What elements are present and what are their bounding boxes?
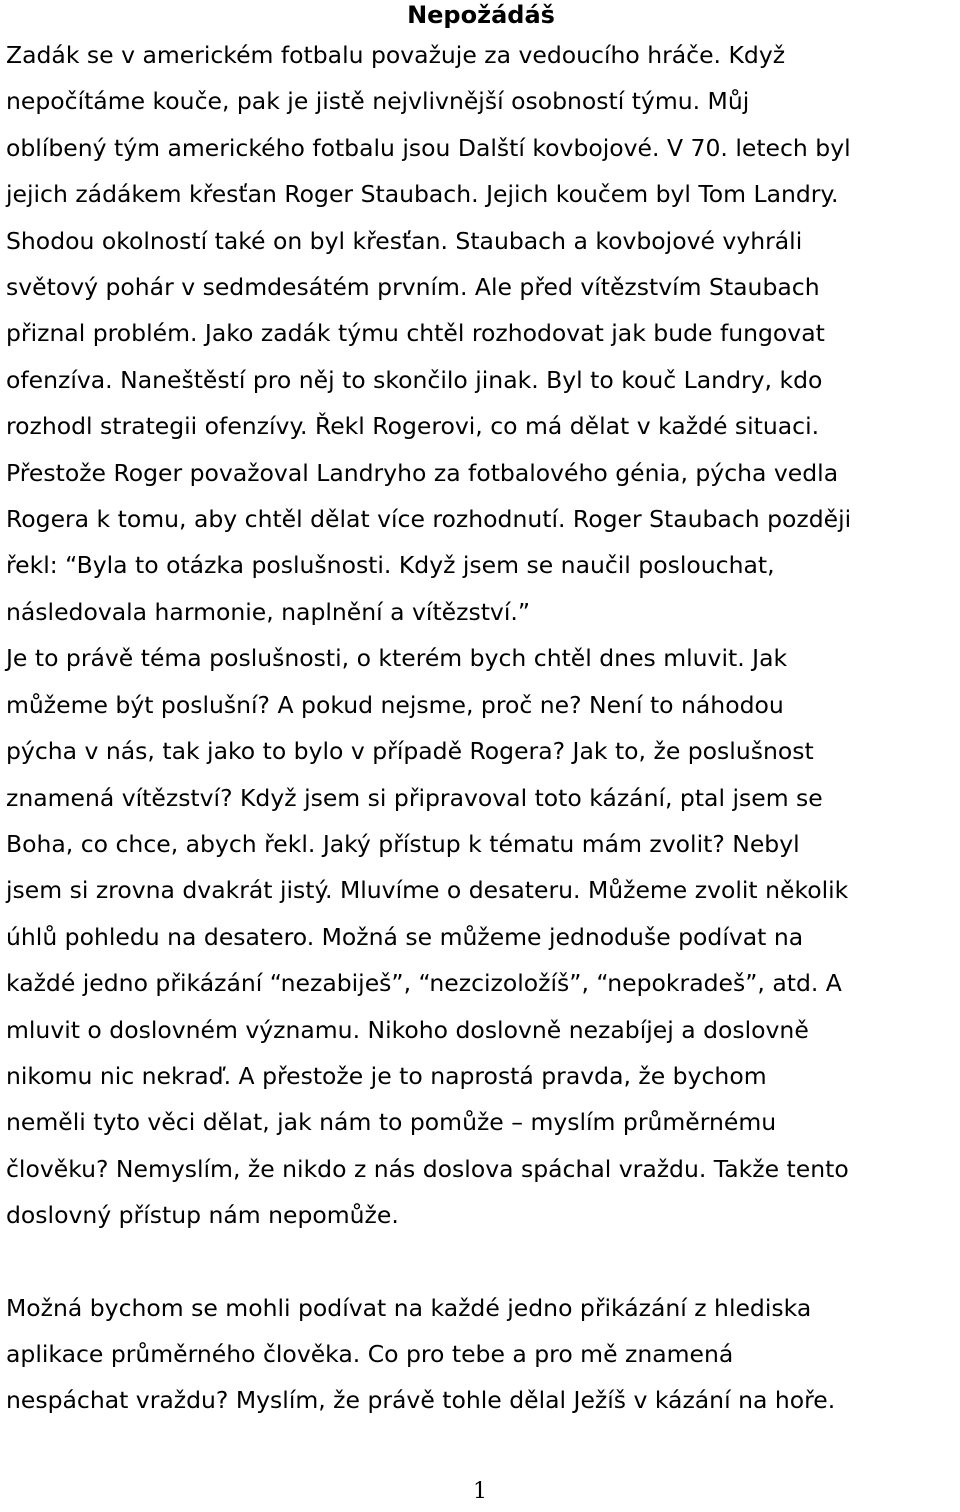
paragraph-intro: Zadák se v americkém fotbalu považuje za vedoucího hráče. Když nepočítáme kouče, pak je jistě nejvlivnější osobností týmu. Můj oblíbený tým amerického fotbalu jsou Dalští kovbojové. V 70. letech byl jejich zádákem křesťan Roger Staubach. Jejich koučem byl Tom Landry. Shodou okolností také on byl křesťan. Staubach a kovbojové vyhráli světový pohár v sedmdesátém prvním. Ale před vítězstvím Staubach přiznal problém. Jako zadák týmu chtěl rozhodovat jak bude fungovat ofenzíva. Naneštěstí pro něj to skončilo jinak. Byl to kouč Landry, kdo rozhodl strategii ofenzívy. Řekl Rogerovi, co má dělat v každé situaci. Přestože Roger považoval Landryho za fotbalového génia, pýcha vedla Rogera k tomu, aby chtěl dělat více rozhodnutí. Roger Staubach později řekl: “Byla to otázka poslušnosti. Když jsem se naučil poslouchat, následovala harmonie, naplnění a vítězství.”: [6, 41, 852, 626]
paragraph-obedience: Je to právě téma poslušnosti, o kterém bych chtěl dnes mluvit. Jak můžeme být poslušní? A pokud nejsme, proč ne? Není to náhodou pýcha v nás, tak jako to bylo v případě Rogera? Jak to, že poslušnost znamená vítězství? Když jsem si připravoval toto kázání, ptal jsem se Boha, co chce, abych řekl. Jaký přístup k tématu mám zvolit? Nebyl jsem si zrovna dvakrát jistý. Mluvíme o desateru. Můžeme zvolit několik úhlů pohledu na desatero. Možná se můžeme jednoduše podívat na každé jedno přikázání “nezabiješ”, “nezcizoložíš”, “nepokradeš”, atd. A mluvit o doslovném významu. Nikoho doslovně nezabíjej a doslovně nikomu nic nekraď. A přestože je to naprostá pravda, že bychom neměli tyto věci dělat, jak nám to pomůže – myslím průměrnému člověku? Nemyslím, že nikdo z nás doslova spáchal vraždu. Takže tento doslovný přístup nám nepomůže.: [6, 644, 849, 1230]
document-page: [6, 0, 956, 1424]
page-number: 1: [473, 1479, 487, 1504]
document-title: Nepožádáš: [407, 1, 555, 29]
paragraph-application: Možná bychom se mohli podívat na každé jedno přikázání z hlediska aplikace průměrného člověka. Co pro tebe a pro mě znamená nespáchat vraždu? Myslím, že právě tohle dělal Ježíš v kázání na hoře.: [6, 1293, 836, 1415]
